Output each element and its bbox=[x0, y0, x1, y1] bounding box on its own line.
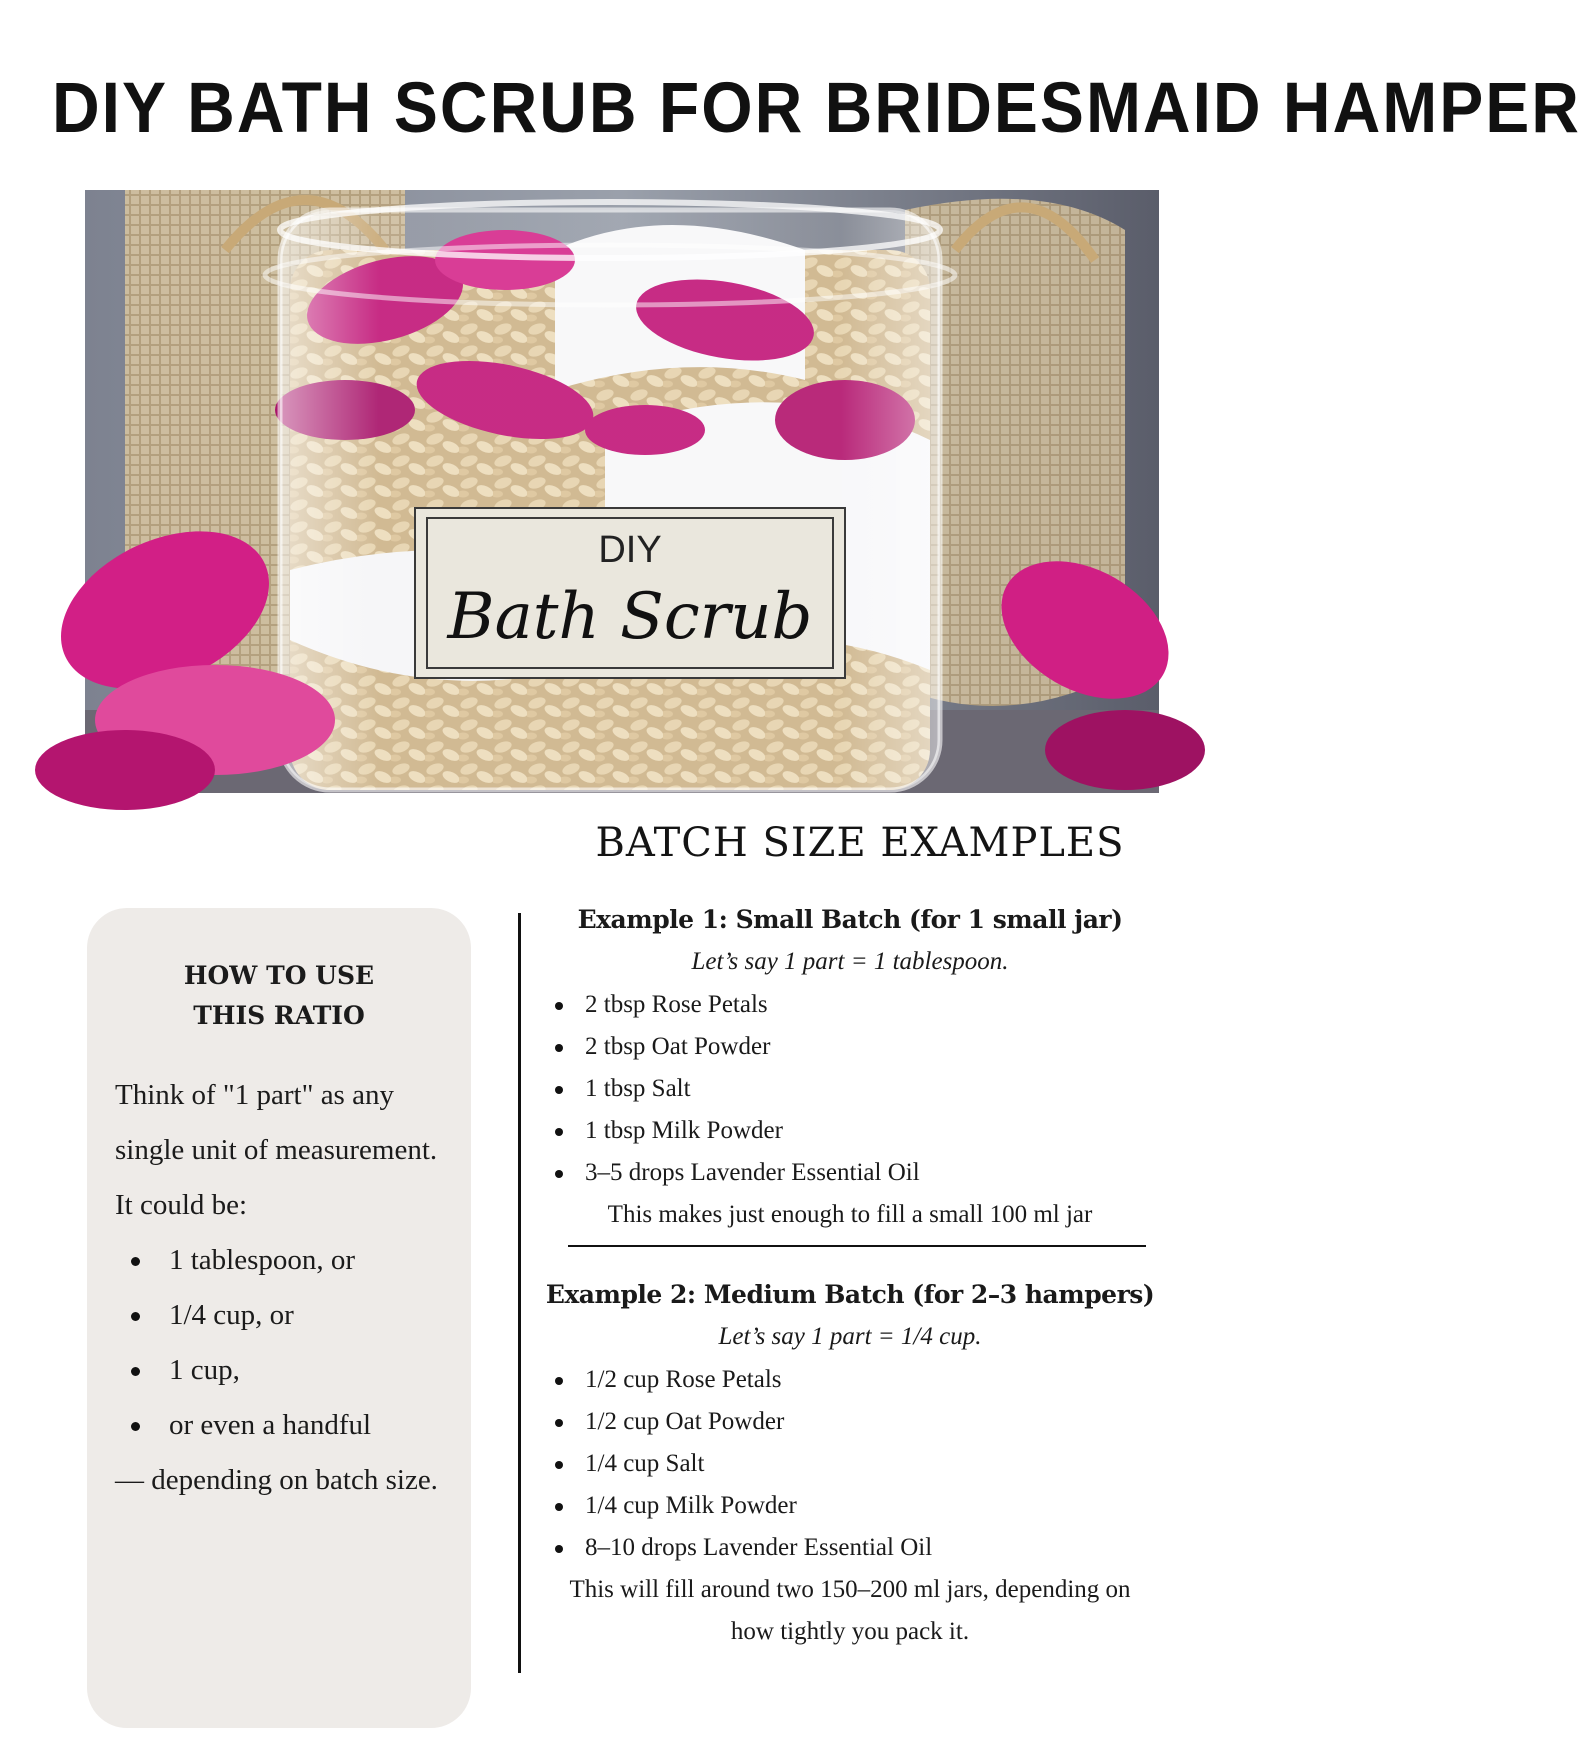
list-item: 1/2 cup Oat Powder bbox=[545, 1401, 1155, 1443]
list-item: 1 tablespoon, or bbox=[115, 1233, 455, 1288]
how-to-use-title-line1: HOW TO USE bbox=[183, 961, 375, 990]
how-to-use-title bbox=[87, 956, 471, 1036]
example-1-ingredients bbox=[545, 984, 1155, 1194]
jar-label-main: Bath Scrub bbox=[447, 580, 813, 654]
list-item: 8–10 drops Lavender Essential Oil bbox=[545, 1527, 1155, 1569]
list-item: 1 tbsp Salt bbox=[545, 1068, 1155, 1110]
how-to-use-title-line2: THIS RATIO bbox=[193, 1001, 365, 1030]
page-title: DIY BATH SCRUB FOR BRIDESMAID HAMPER bbox=[52, 67, 1581, 148]
list-item: 1 tbsp Milk Powder bbox=[545, 1110, 1155, 1152]
example-1-note: This makes just enough to fill a small 100 ml jar bbox=[607, 1201, 1093, 1228]
example-2-subtitle: Let’s say 1 part = 1/4 cup. bbox=[718, 1323, 982, 1350]
list-continuation: — depending on batch size. bbox=[115, 1464, 438, 1496]
how-to-use-body bbox=[115, 1068, 455, 1508]
example-2-section bbox=[545, 1275, 1155, 1653]
jar-label-top: DIY bbox=[598, 529, 662, 571]
how-to-use-intro: Think of "1 part" as any single unit of measurement. It could be: bbox=[115, 1079, 438, 1221]
list-item: 2 tbsp Oat Powder bbox=[545, 1026, 1155, 1068]
example-1-title: Example 1: Small Batch (for 1 small jar) bbox=[577, 905, 1123, 934]
example-1-subtitle: Let’s say 1 part = 1 tablespoon. bbox=[691, 948, 1009, 975]
example-2-title: Example 2: Medium Batch (for 2–3 hampers) bbox=[545, 1280, 1155, 1309]
batch-size-heading: BATCH SIZE EXAMPLES bbox=[595, 820, 1125, 866]
list-item: 1/4 cup, or bbox=[115, 1288, 455, 1343]
section-divider bbox=[568, 1245, 1146, 1247]
example-2-ingredients bbox=[545, 1359, 1155, 1569]
list-item: 1 cup, bbox=[115, 1343, 455, 1398]
example-2-note: This will fill around two 150–200 ml jars, depending on how tightly you pack it. bbox=[569, 1576, 1131, 1645]
list-item: 1/4 cup Salt bbox=[545, 1443, 1155, 1485]
list-item: 1/2 cup Rose Petals bbox=[545, 1359, 1155, 1401]
bath-scrub-jar-photo bbox=[85, 190, 1159, 793]
list-item: or even a handful bbox=[115, 1398, 455, 1453]
list-item: 2 tbsp Rose Petals bbox=[545, 984, 1155, 1026]
example-1-section bbox=[545, 900, 1155, 1236]
unit-list bbox=[115, 1233, 455, 1453]
how-to-use-card bbox=[87, 908, 471, 1728]
jar-illustration bbox=[85, 190, 1159, 793]
list-item: 1/4 cup Milk Powder bbox=[545, 1485, 1155, 1527]
list-item: 3–5 drops Lavender Essential Oil bbox=[545, 1152, 1155, 1194]
column-divider bbox=[518, 913, 521, 1673]
